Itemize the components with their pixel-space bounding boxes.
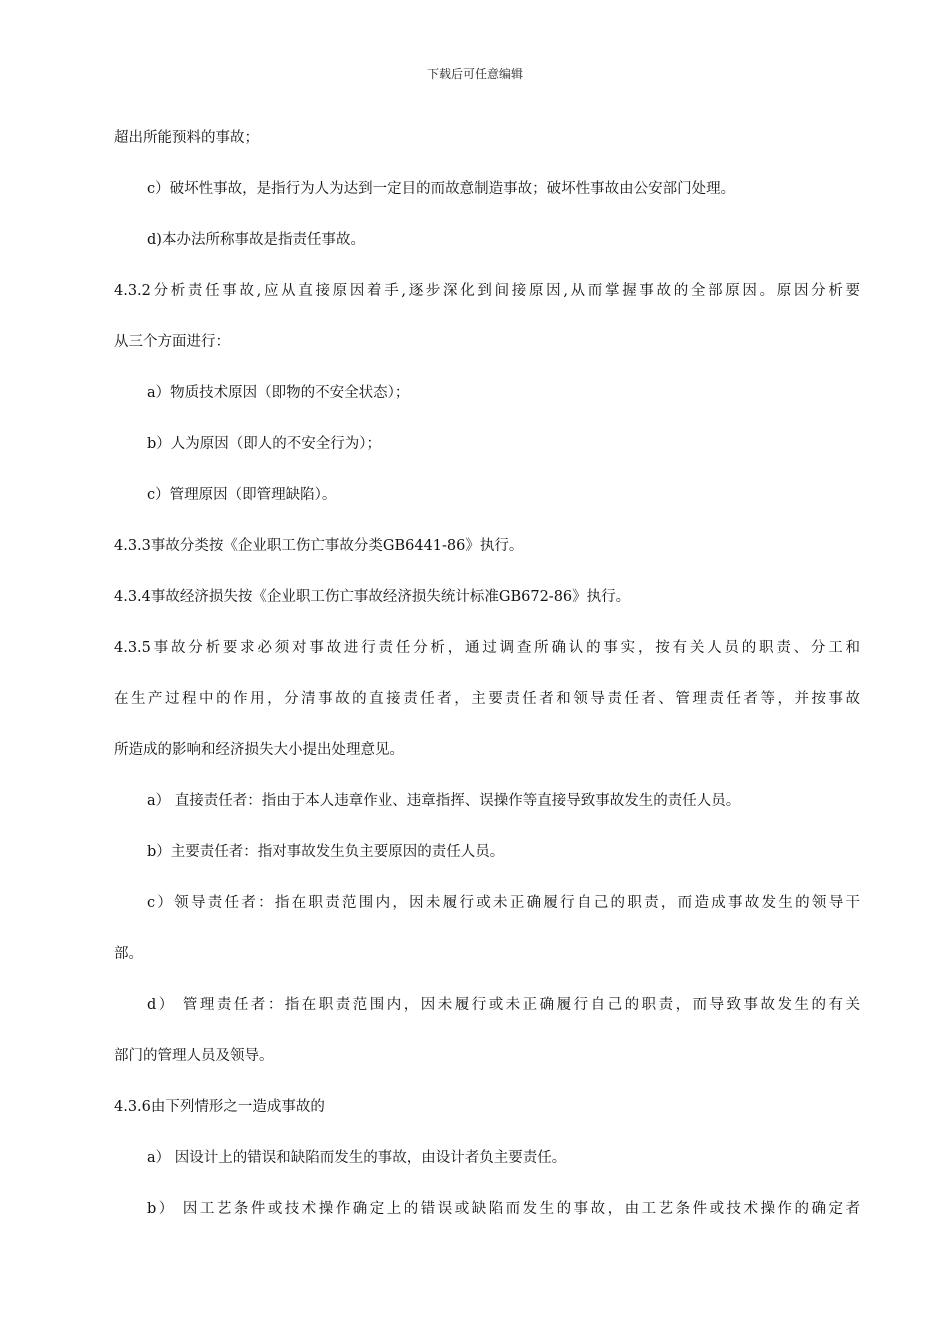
list-item-c-destructive-accident: c）破坏性事故，是指行为人为达到一定目的而故意制造事故；破坏性事故由公安部门处理。 (147, 181, 736, 197)
section-4-3-3: 4.3.3事故分类按《企业职工伤亡事故分类GB6441-86》执行。 (114, 538, 524, 554)
paragraph-line: 从三个方面进行： (114, 334, 230, 350)
list-item-a-design-error: a） 因设计上的错误和缺陷而发生的事故，由设计者负主要责任。 (147, 1150, 567, 1166)
list-item-b-human-cause: b）人为原因（即人的不安全行为）； (147, 436, 382, 452)
paragraph-line: 在生产过程中的作用，分清事故的直接责任者，主要责任者和领导责任者、管理责任者等，并按事故 (114, 691, 860, 707)
paragraph-line: 超出所能预料的事故； (114, 130, 259, 146)
paragraph-line: 部门的管理人员及领导。 (114, 1048, 274, 1064)
section-4-3-5: 4.3.5事故分析要求必须对事故进行责任分析，通过调查所确认的事实，按有关人员的职责、分工和 (114, 640, 860, 656)
section-4-3-6: 4.3.6由下列情形之一造成事故的 (114, 1099, 325, 1115)
list-item-b-process-error: b） 因工艺条件或技术操作确定上的错误或缺陷而发生的事故，由工艺条件或技术操作的确定者 (147, 1201, 860, 1217)
list-item-a-direct-responsible: a） 直接责任者：指由于本人违章作业、违章指挥、误操作等直接导致事故发生的责任人员。 (147, 793, 741, 809)
page-header: 下载后可任意编辑 (426, 67, 523, 81)
section-4-3-2: 4.3.2分析责任事故,应从直接原因着手,逐步深化到间接原因,从而掌握事故的全部原因。原因分析要 (114, 283, 860, 299)
paragraph-line: 所造成的影响和经济损失大小提出处理意见。 (114, 742, 404, 758)
list-item-d-scope: d)本办法所称事故是指责任事故。 (147, 232, 365, 248)
list-item-c-leader-responsible: c）领导责任者：指在职责范围内，因未履行或未正确履行自己的职责，而造成事故发生的领导干 (147, 895, 860, 911)
document-body (114, 126, 860, 1248)
paragraph-line: 部。 (114, 946, 143, 962)
list-item-a-material-cause: a）物质技术原因（即物的不安全状态）； (147, 385, 410, 401)
list-item-d-management-responsible: d） 管理责任者：指在职责范围内，因未履行或未正确履行自己的职责，而导致事故发生的有关 (147, 997, 860, 1013)
list-item-c-management-cause: c）管理原因（即管理缺陷）。 (147, 487, 337, 503)
section-4-3-4: 4.3.4事故经济损失按《企业职工伤亡事故经济损失统计标准GB672-86》执行。 (114, 589, 631, 605)
list-item-b-main-responsible: b）主要责任者：指对事故发生负主要原因的责任人员。 (147, 844, 505, 860)
